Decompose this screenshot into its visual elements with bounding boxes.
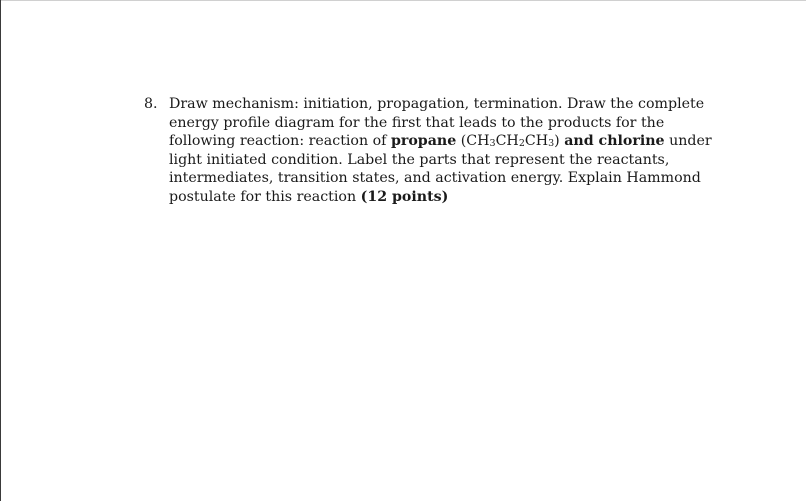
question-line-3 xyxy=(169,132,794,151)
question-line-1: Draw mechanism: initiation, propagation, termination. Draw the complete xyxy=(169,96,705,112)
page-top-edge xyxy=(0,0,806,1)
formula-ch-middle: CH xyxy=(495,133,519,150)
question-line-5: intermediates, transition states, and activation energy. Explain Hammond xyxy=(169,170,701,187)
subscript-3-last: 3 xyxy=(548,138,555,150)
formula-close: ) xyxy=(554,133,565,150)
question-text xyxy=(169,95,794,207)
question-line-6 xyxy=(169,188,794,207)
question-line-2: energy profile diagram for the first that leads to the products for the xyxy=(169,114,665,131)
text-postulate: postulate for this reaction xyxy=(169,188,361,205)
question-number: 8. xyxy=(144,96,158,112)
subscript-2: 2 xyxy=(518,138,525,150)
points-label: (12 points) xyxy=(360,188,449,205)
question-line-4: light initiated condition. Label the parts that represent the reactants, xyxy=(169,151,670,168)
page-left-edge xyxy=(0,0,1,501)
text-under: under xyxy=(664,133,712,150)
question-8 xyxy=(144,95,794,207)
text-following-reaction: following reaction: reaction of xyxy=(169,133,391,150)
text-propane: propane xyxy=(390,133,457,150)
subscript-3-first: 3 xyxy=(489,138,496,150)
text-and-chlorine: and chlorine xyxy=(564,133,665,150)
formula-open: (CH xyxy=(456,133,490,150)
formula-ch-last: CH xyxy=(524,133,549,150)
